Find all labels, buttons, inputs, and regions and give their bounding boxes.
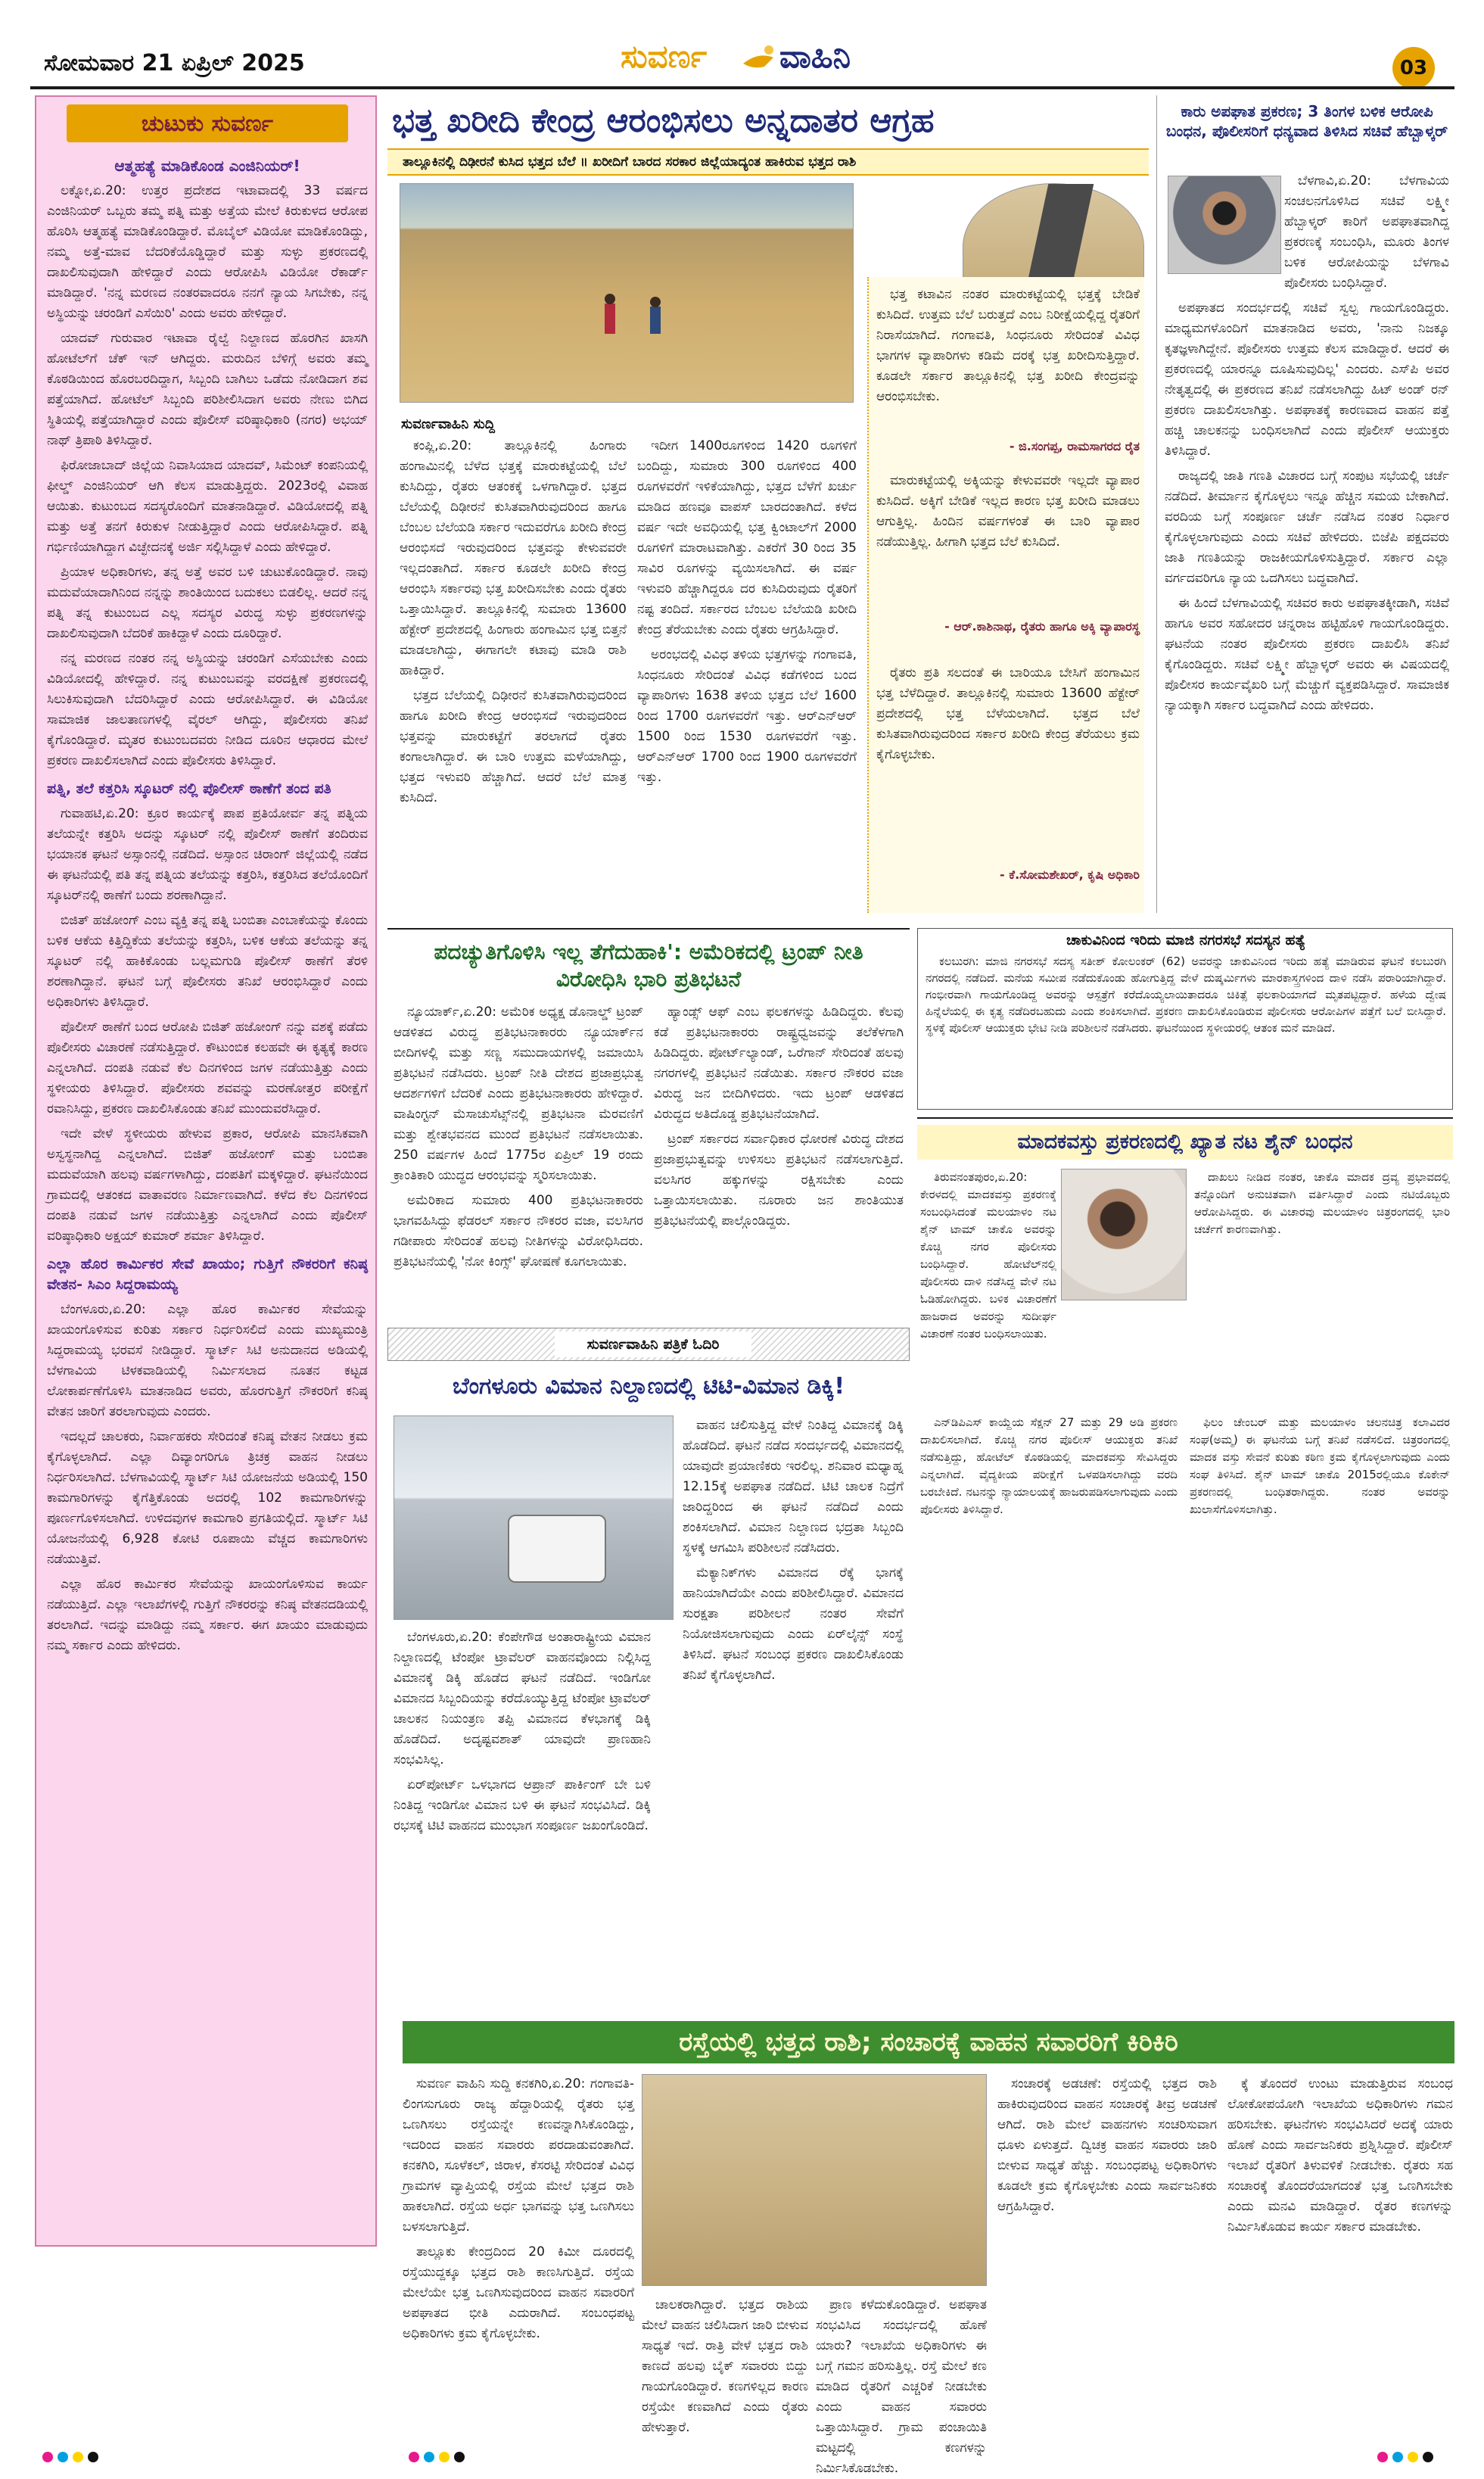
airport-para: ಮೆಕ್ಯಾನಿಕ್‌ಗಳು ವಿಮಾನದ ರೆಕ್ಕೆ ಭಾಗಕ್ಕೆ ಹಾನಿಯಾಗಿದೆಯೇ ಎಂದು ಪರಿಶೀಲಿಸಿದ್ದಾರೆ. ವಿಮಾನದ ಸುರಕ್ಷತಾ ಪರಿಶೀಲನೆ ನಂತರ ಸೇವೆಗೆ ನಿಯೋಜಿಸಲಾಗುವುದು ಎಂದು ಏರ್‌ಲೈನ್ಸ್ ಸಂಸ್ಥೆ ತಿಳಿಸಿದೆ. ಘಟನೆ ಸಂಬಂಧ ಪ್ರಕರಣ ದಾಖಲಿಸಿಕೊಂಡು ತನಿಖೆ ಕೈಗೊಳ್ಳಲಾಗಿದೆ. — [683, 1565, 904, 1683]
lead-subheadline-bar — [387, 148, 1149, 176]
page-number: 03 — [1399, 57, 1428, 79]
quote2 — [876, 471, 1140, 615]
lead-quotes — [867, 277, 1144, 913]
story2-para: ಇದೇ ವೇಳೆ ಸ್ಥಳೀಯರು ಹೇಳುವ ಪ್ರಕಾರ, ಆರೋಪಿ ಮಾನಸಿಕವಾಗಿ ಅಸ್ವಸ್ಥನಾಗಿದ್ದ ಎನ್ನಲಾಗಿದೆ. ಬಿಜಿತ್ ಹಜೋಂಗ್ ಮತ್ತು ಬಂಬಿತಾ ಮದುವೆಯಾಗಿ ಹಲವು ವರ್ಷಗಳಾಗಿದ್ದು, ದಂಪತಿಗೆ ಮಕ್ಕಳಿದ್ದಾರೆ. ಘಟನೆಯಿಂದ ಗ್ರಾಮದಲ್ಲಿ ಆತಂಕದ ವಾತಾವರಣ ನಿರ್ಮಾಣವಾಗಿದೆ. ಕಳೆದ ಕೆಲ ದಿನಗಳಿಂದ ದಂಪತಿ ನಡುವೆ ಜಗಳ ನಡೆಯುತ್ತಿತ್ತು ಎನ್ನಲಾಗಿದೆ ಎಂದು ಪೊಲೀಸ್ ವರಿಷ್ಠಾಧಿಕಾರಿ ಅಕ್ಷಯ್ ಕುಮಾರ್ ಶರ್ಮಾ ತಿಳಿಸಿದ್ದಾರೆ. — [47, 1126, 368, 1244]
story3-para: ಇದಲ್ಲದೆ ಚಾಲಕರು, ನಿರ್ವಾಹಕರು ಸೇರಿದಂತೆ ಕನಿಷ್ಠ ವೇತನ ನೀಡಲು ಕ್ರಮ ಕೈಗೊಳ್ಳಲಾಗಿದೆ. ಎಲ್ಲಾ ದಿವ್ಯಾಂಗರಿಗೂ ತ್ರಿಚಕ್ರ ವಾಹನ ನೀಡಲು ನಿರ್ಧರಿಸಲಾಗಿದೆ. ಬೆಳಗಾವಿಯಲ್ಲಿ ಸ್ಮಾರ್ಟ್ ಸಿಟಿ ಯೋಜನೆಯ ಅಡಿಯಲ್ಲಿ 150 ಕಾಮಗಾರಿಗಳನ್ನು ಕೈಗೆತ್ತಿಕೊಂಡು ಅದರಲ್ಲಿ 102 ಕಾಮಗಾರಿಗಳನ್ನು ಪೂರ್ಣಗೊಳಿಸಲಾಗಿದೆ. ಉಳಿದವುಗಳ ಕಾಮಗಾರಿ ಪ್ರಗತಿಯಲ್ಲಿದೆ. ಸ್ಮಾರ್ಟ್ ಸಿಟಿ ಯೋಜನೆಯಲ್ಲಿ 6,928 ಕೋಟಿ ರೂಪಾಯಿ ವೆಚ್ಚದ ಕಾಮಗಾರಿಗಳು ನಡೆಯುತ್ತಿವೆ. — [47, 1429, 368, 1567]
page-number-badge — [1392, 47, 1435, 89]
actor-story — [917, 1117, 1453, 1670]
tt-vehicle — [508, 1515, 606, 1583]
left-column — [35, 95, 377, 2247]
right-top-headline: ಕಾರು ಅಪಘಾತ ಪ್ರಕರಣ; 3 ತಿಂಗಳ ಬಳಿಕ ಆರೋಪಿ ಬಂಧನ, ಪೊಲೀಸರಿಗೆ ಧನ್ಯವಾದ ತಿಳಿಸಿದ ಸಚಿವೆ ಹೆಬ್ಬಾಳ್ಕರ್ — [1165, 102, 1448, 140]
quote3-author: - ಕೆ.ಸೋಮಶೇಖರ್, ಕೃಷಿ ಅಧಿಕಾರಿ — [1000, 867, 1140, 882]
protest-para: ಹ್ಯಾಂಡ್ಸ್ ಆಫ್ ಎಂಬ ಫಲಕಗಳನ್ನು ಹಿಡಿದಿದ್ದರು. ಕೆಲವು ಕಡೆ ಪ್ರತಿಭಟನಾಕಾರರು ರಾಷ್ಟ್ರಧ್ವಜವನ್ನು ತಲೆಕೆಳಗಾಗಿ ಹಿಡಿದಿದ್ದರು. ಪೋರ್ಟ್‌ಲ್ಯಾಂಡ್, ಒರೆಗಾನ್ ಸೇರಿದಂತೆ ಹಲವು ನಗರಗಳಲ್ಲಿ ಪ್ರತಿಭಟನೆ ನಡೆಯಿತು. ಸರ್ಕಾರ ನೌಕರರ ವಜಾ ವಿರುದ್ಧ ಜನ ಬೀದಿಗಿಳಿದರು. ಇದು ಟ್ರಂಪ್ ಆಡಳಿತದ ವಿರುದ್ಧದ ಅತಿದೊಡ್ಡ ಪ್ರತಿಭಟನೆಯಾಗಿದೆ. — [654, 1004, 904, 1122]
airport-photo — [394, 1415, 674, 1620]
story1-para: ಫಿರೋಜಾಬಾದ್ ಜಿಲ್ಲೆಯ ನಿವಾಸಿಯಾದ ಯಾದವ್, ಸಿಮೆಂಟ್ ಕಂಪನಿಯಲ್ಲಿ ಫೀಲ್ಡ್ ಎಂಜಿನಿಯರ್ ಆಗಿ ಕೆಲಸ ಮಾಡುತ್ತಿದ್ದರು. 2023ರಲ್ಲಿ ವಿವಾಹ ಆಯಿತು. ಕುಟುಂಬದ ಸದಸ್ಯರೊಂದಿಗೆ ಮಾತನಾಡಿದ್ದಾರೆ. ವಿಡಿಯೋದಲ್ಲಿ ಪತ್ನಿ ಮತ್ತು ಅತ್ತೆ ತನಗೆ ಕಿರುಕುಳ ನೀಡುತ್ತಿದ್ದಾರೆ ಎಂದು ಆರೋಪಿಸಿದ್ದಾರೆ. ಪತ್ನಿ ಗರ್ಭಿಣಿಯಾಗಿದ್ದಾಗ ವಿಚ್ಛೇದನಕ್ಕೆ ಅರ್ಜಿ ಸಲ್ಲಿಸಿದ್ದಾಳೆ ಎಂದು ಹೇಳಿದ್ದಾರೆ. — [47, 458, 368, 555]
bottom-para: ಕ್ಕೆ ತೊಂದರೆ ಉಂಟು ಮಾಡುತ್ತಿರುವ ಸಂಬಂಧ ಲೋಕೋಪಯೋಗಿ ಇಲಾಖೆಯ ಅಧಿಕಾರಿಗಳು ಗಮನ ಹರಿಸಬೇಕು. ಘಟನೆಗಳು ಸಂಭವಿಸಿದರೆ ಅದಕ್ಕೆ ಯಾರು ಹೊಣೆ ಎಂದು ಸಾರ್ವಜನಿಕರು ಪ್ರಶ್ನಿಸಿದ್ದಾರೆ. ಪೊಲೀಸ್ ಇಲಾಖೆ ರೈತರಿಗೆ ತಿಳುವಳಿಕೆ ನೀಡಬೇಕು. ರೈತರು ಸಹ ಸಂಚಾರಕ್ಕೆ ತೊಂದರೆಯಾಗದಂತೆ ಭತ್ತ ಒಣಗಿಸಬೇಕು ಎಂದು ಮನವಿ ಮಾಡಿದ್ದಾರೆ. ರೈತರ ಕಣಗಳನ್ನು ನಿರ್ಮಿಸಿಕೊಡುವ ಕಾರ್ಯ ಸರ್ಕಾರ ಮಾಡಬೇಕು. — [1227, 2076, 1453, 2235]
bottom-col3 — [816, 2295, 987, 2476]
bottom-col4 — [997, 2074, 1217, 2430]
quote3-text: ರೈತರು ಪ್ರತಿ ಸಲದಂತೆ ಈ ಬಾರಿಯೂ ಬೇಸಿಗೆ ಹಂಗಾಮಿನ ಭತ್ತ ಬೆಳೆದಿದ್ದಾರೆ. ತಾಲ್ಲೂಕಿನಲ್ಲಿ ಸುಮಾರು 13600 ಹೆಕ್ಟೇರ್ ಪ್ರದೇಶದಲ್ಲಿ ಭತ್ತ ಬೆಳೆಯಲಾಗಿದೆ. ಭತ್ತದ ಬೆಲೆ ಕುಸಿತವಾಗಿರುವುದರಿಂದ ಸರ್ಕಾರ ಖರೀದಿ ಕೇಂದ್ರ ತೆರೆಯಲು ಕ್ರಮ ಕೈಗೊಳ್ಳಬೇಕು. — [876, 665, 1140, 762]
lead-photo — [400, 183, 854, 403]
protest-col1 — [394, 1002, 643, 1320]
bottom-para: ಚಾಲಕರಾಗಿದ್ದಾರೆ. ಭತ್ತದ ರಾಶಿಯ ಮೇಲೆ ವಾಹನ ಚಲಿಸಿದಾಗ ಜಾರಿ ಬೀಳುವ ಸಾಧ್ಯತೆ ಇದೆ. ರಾತ್ರಿ ವೇಳೆ ಭತ್ತದ ರಾಶಿ ಕಾಣದೆ ಹಲವು ಬೈಕ್ ಸವಾರರು ಬಿದ್ದು ಗಾಯಗೊಂಡಿದ್ದಾರೆ. ಕಣಗಳಿಲ್ಲದ ಕಾರಣ ರಸ್ತೆಯೇ ಕಣವಾಗಿದೆ ಎಂದು ರೈತರು ಹೇಳುತ್ತಾರೆ. — [642, 2297, 808, 2435]
actor-photo — [1061, 1169, 1187, 1300]
right-top-para: ರಾಜ್ಯದಲ್ಲಿ ಜಾತಿ ಗಣತಿ ವಿಚಾರದ ಬಗ್ಗೆ ಸಂಪುಟ ಸಭೆಯಲ್ಲಿ ಚರ್ಚೆ ನಡೆದಿದೆ. ತೀರ್ಮಾನ ಕೈಗೊಳ್ಳಲು ಇನ್ನೂ ಹೆಚ್ಚಿನ ಸಮಯ ಬೇಕಾಗಿದೆ. ವರದಿಯ ಬಗ್ಗೆ ಸಂಪೂರ್ಣ ಚರ್ಚೆ ನಡೆಸಿದ ನಂತರ ನಿರ್ಧಾರ ಕೈಗೊಳ್ಳಲಾಗುವುದು ಎಂದು ಸಚಿವೆ ಹೇಳಿದರು. ಬಿಜೆಪಿ ಪಕ್ಷದವರು ಜಾತಿ ಗಣತಿಯನ್ನು ರಾಜಕೀಯಗೊಳಿಸುತ್ತಿದ್ದಾರೆ. ಸರ್ಕಾರ ಎಲ್ಲಾ ವರ್ಗದವರಿಗೂ ನ್ಯಾಯ ಒದಗಿಸಲು ಬದ್ಧವಾಗಿದೆ. — [1165, 469, 1449, 586]
actor-col3 — [920, 1414, 1178, 1664]
masthead-logo — [621, 38, 923, 83]
ticker-text: ಸುವರ್ಣವಾಹಿನಿ ಪತ್ರಿಕೆ ಓದಿರಿ — [586, 1336, 720, 1353]
right-top-para: ಅಪಘಾತದ ಸಂದರ್ಭದಲ್ಲಿ ಸಚಿವೆ ಸ್ವಲ್ಪ ಗಾಯಗೊಂಡಿದ್ದರು. ಮಾಧ್ಯಮಗಳೊಂದಿಗೆ ಮಾತನಾಡಿದ ಅವರು, 'ನಾನು ನಿಜಕ್ಕೂ ಕೃತಜ್ಞಳಾಗಿದ್ದೇನೆ. ಪೊಲೀಸರು ಉತ್ತಮ ಕೆಲಸ ಮಾಡಿದ್ದಾರೆ. ಆದರೆ ಈ ಪ್ರಕರಣದಲ್ಲಿ ಯಾರನ್ನೂ ದೂಷಿಸುವುದಿಲ್ಲ' ಎಂದರು. ಎಸ್‌ಪಿ ಅವರ ನೇತೃತ್ವದಲ್ಲಿ ಈ ಪ್ರಕರಣದ ತನಿಖೆ ನಡೆಸಲಾಗಿದ್ದು ಹಿಟ್ ಅಂಡ್ ರನ್ ಪ್ರಕರಣ ದಾಖಲಿಸಲಾಗಿತ್ತು. ಅಪಘಾತಕ್ಕೆ ಕಾರಣವಾದ ವಾಹನ ಪತ್ತೆ ಹಚ್ಚಿ ಚಾಲಕನನ್ನು ಬಂಧಿಸಲಾಗಿದೆ ಎಂದು ಪೊಲೀಸ್ ಆಯುಕ್ತರು ತಿಳಿಸಿದ್ದಾರೆ. — [1165, 301, 1449, 459]
lead-col1 — [400, 436, 627, 905]
lead-headline: ಭತ್ತ ಖರೀದಿ ಕೇಂದ್ರ ಆರಂಭಿಸಲು ಅನ್ನದಾತರ ಆಗ್ರಹ — [392, 101, 935, 140]
airport-story — [387, 1369, 910, 2012]
story3-para: ಎಲ್ಲಾ ಹೊರ ಕಾರ್ಮಿಕರ ಸೇವೆಯನ್ನು ಖಾಯಂಗೊಳಿಸುವ ಕಾರ್ಯ ನಡೆಯುತ್ತಿದೆ. ಎಲ್ಲಾ ಇಲಾಖೆಗಳಲ್ಲಿ ಗುತ್ತಿಗೆ ನೌಕರರನ್ನು ಕನಿಷ್ಠ ವೇತನದಡಿಯಲ್ಲಿ ತರಲಾಗಿದೆ. ಇದನ್ನು ಮಾಡಿದ್ದು ನಮ್ಮ ಸರ್ಕಾರ. ಈಗ ಖಾಯಂ ಮಾಡುವುದು ನಮ್ಮ ಸರ್ಕಾರ ಎಂದು ಹೇಳಿದರು. — [47, 1577, 368, 1653]
airport-headline: ಬೆಂಗಳೂರು ವಿಮಾನ ನಿಲ್ದಾಣದಲ್ಲಿ ಟಿಟಿ-ವಿಮಾನ ಡಿಕ್ಕಿ! — [453, 1373, 845, 1400]
lead-col2-para: ಅರಂಭದಲ್ಲಿ ವಿವಿಧ ತಳಿಯ ಭತ್ತಗಳನ್ನು ಗಂಗಾವತಿ, ಸಿಂಧನೂರು ಸೇರಿದಂತೆ ವಿವಿಧ ಕಡೆಗಳಿಂದ ಬಂದ ವ್ಯಾಪಾರಿಗಳು 1638 ತಳಿಯ ಭತ್ತದ ಬೆಲೆ 1600 ರಿಂದ 1700 ರೂಗಳವರೆಗೆ ಇತ್ತು. ಆರ್‌ಎನ್‌ಆರ್ 1500 ರಿಂದ 1530 ರೂಗಳವರೆಗೆ ಇತ್ತು. ಆರ್‌ಎನ್‌ಆರ್ 1700 ರಿಂದ 1900 ರೂಗಳವರೆಗೆ ಇತ್ತು. — [637, 647, 857, 785]
right-top-para: ಬೆಳಗಾವಿ,ಏ.20: ಬೆಳಗಾವಿಯ ಸಂಚಲನಗೊಳಿಸಿದ ಸಚಿವೆ ಲಕ್ಷ್ಮೀ ಹೆಬ್ಬಾಳ್ಕರ್ ಕಾರಿಗೆ ಅಪಘಾತವಾಗಿದ್ದ ಪ್ರಕರಣಕ್ಕೆ ಸಂಬಂಧಿಸಿ, ಮೂರು ತಿಂಗಳ ಬಳಿಕ ಆರೋಪಿಯನ್ನು ಬೆಳಗಾವಿ ಪೊಲೀಸರು ಬಂಧಿಸಿದ್ದಾರೆ. — [1284, 173, 1449, 291]
airport-para: ವಾಹನ ಚಲಿಸುತ್ತಿದ್ದ ವೇಳೆ ನಿಂತಿದ್ದ ವಿಮಾನಕ್ಕೆ ಡಿಕ್ಕಿ ಹೊಡೆದಿದೆ. ಘಟನೆ ನಡೆದ ಸಂದರ್ಭದಲ್ಲಿ ವಿಮಾನದಲ್ಲಿ ಯಾವುದೇ ಪ್ರಯಾಣಿಕರು ಇರಲಿಲ್ಲ. ಶನಿವಾರ ಮಧ್ಯಾಹ್ನ 12.15ಕ್ಕೆ ಅಪಘಾತ ನಡೆದಿದೆ. ಟಿಟಿ ಚಾಲಕ ನಿದ್ರೆಗೆ ಜಾರಿದ್ದರಿಂದ ಈ ಘಟನೆ ನಡೆದಿದೆ ಎಂದು ಶಂಕಿಸಲಾಗಿದೆ. ವಿಮಾನ ನಿಲ್ದಾಣದ ಭದ್ರತಾ ಸಿಬ್ಬಂದಿ ಸ್ಥಳಕ್ಕೆ ಆಗಮಿಸಿ ಪರಿಶೀಲನೆ ನಡೆಸಿದರು. — [683, 1418, 904, 1556]
quote1 — [876, 285, 1140, 436]
photo-float-spacer — [1165, 171, 1284, 277]
bottom-headline: ರಸ್ತೆಯಲ್ಲಿ ಭತ್ತದ ರಾಶಿ; ಸಂಚಾರಕ್ಕೆ ವಾಹನ ಸವಾರರಿಗೆ ಕಿರಿಕಿರಿ — [679, 2027, 1178, 2057]
lead-col1-para: ಕಂಪ್ಲಿ,ಏ.20: ತಾಲ್ಲೂಕಿನಲ್ಲಿ ಹಿಂಗಾರು ಹಂಗಾಮಿನಲ್ಲಿ ಬೆಳೆದ ಭತ್ತಕ್ಕೆ ಮಾರುಕಟ್ಟೆಯಲ್ಲಿ ಬೆಲೆ ಕುಸಿದಿದ್ದು, ರೈತರು ಆತಂಕಕ್ಕೆ ಒಳಗಾಗಿದ್ದಾರೆ. ಭತ್ತದ ಬೆಲೆಯಲ್ಲಿ ದಿಢೀರನೆ ಕುಸಿತವಾಗಿರುವುದರಿಂದ ಹಾಗೂ ಬೆಂಬಲ ಬೆಲೆಯಡಿ ಸರ್ಕಾರ ಇದುವರೆಗೂ ಖರೀದಿ ಕೇಂದ್ರ ಆರಂಭಿಸದೆ ಇರುವುದರಿಂದ ಭತ್ತವನ್ನು ಕೇಳುವವರೇ ಇಲ್ಲದಂತಾಗಿದೆ. ಸರ್ಕಾರ ಕೂಡಲೇ ಖರೀದಿ ಕೇಂದ್ರ ಆರಂಭಿಸಿ ಸರ್ಕಾರವು ಭತ್ತ ಖರೀದಿಸಬೇಕು ಎಂದು ರೈತರು ಒತ್ತಾಯಿಸಿದ್ದಾರೆ. ತಾಲ್ಲೂಕಿನಲ್ಲಿ ಸುಮಾರು 13600 ಹೆಕ್ಟೇರ್ ಪ್ರದೇಶದಲ್ಲಿ ಹಿಂಗಾರು ಹಂಗಾಮಿನ ಭತ್ತ ಬಿತ್ತನೆ ಮಾಡಲಾಗಿದ್ದು, ಈಗಾಗಲೇ ಕಟಾವು ಮಾಡಿ ರಾಶಿ ಹಾಕಿದ್ದಾರೆ. — [400, 438, 627, 678]
lead-col2 — [637, 436, 857, 905]
actor-para: ಫಿಲಂ ಚೇಂಬರ್ ಮತ್ತು ಮಲಯಾಳಂ ಚಲನಚಿತ್ರ ಕಲಾವಿದರ ಸಂಘ(ಅಮ್ಮ) ಈ ಘಟನೆಯ ಬಗ್ಗೆ ತನಿಖೆ ನಡೆಸಲಿದೆ. ಚಿತ್ರರಂಗದಲ್ಲಿ ಮಾದಕ ವಸ್ತು ಸೇವನೆ ಕುರಿತು ಕಠಿಣ ಕ್ರಮ ಕೈಗೊಳ್ಳಲಾಗುವುದು ಎಂದು ಸಂಘ ತಿಳಿಸಿದೆ. ಶೈನ್ ಟಾಮ್ ಚಾಕೊ 2015ರಲ್ಲಿಯೂ ಕೊಕೇನ್ ಪ್ರಕರಣದಲ್ಲಿ ಬಂಧಿತರಾಗಿದ್ದರು. ನಂತರ ಅವರನ್ನು ಖುಲಾಸೆಗೊಳಿಸಲಾಗಿತ್ತು. — [1190, 1415, 1450, 1516]
murder-para: ಕಲಬುರಗಿ: ಮಾಜಿ ನಗರಸಭೆ ಸದಸ್ಯ ಸತೀಶ್ ಕೋಲಂಕರ್ (62) ಅವರನ್ನು ಚಾಕುವಿನಿಂದ ಇರಿದು ಹತ್ಯೆ ಮಾಡಿರುವ ಘಟನೆ ಕಲಬುರಗಿ ನಗರದಲ್ಲಿ ನಡೆದಿದೆ. ಮನೆಯ ಸಮೀಪ ನಡೆದುಕೊಂಡು ಹೋಗುತ್ತಿದ್ದ ವೇಳೆ ದುಷ್ಕರ್ಮಿಗಳು ಮಾರಕಾಸ್ತ್ರಗಳಿಂದ ದಾಳಿ ನಡೆಸಿ ಪರಾರಿಯಾಗಿದ್ದಾರೆ. ಗಂಭೀರವಾಗಿ ಗಾಯಗೊಂಡಿದ್ದ ಅವರನ್ನು ಆಸ್ಪತ್ರೆಗೆ ಕರೆದೊಯ್ಯಲಾಯಿತಾದರೂ ಚಿಕಿತ್ಸೆ ಫಲಕಾರಿಯಾಗದೆ ಮೃತಪಟ್ಟಿದ್ದಾರೆ. ಹಳೆಯ ದ್ವೇಷ ಹಿನ್ನೆಲೆಯಲ್ಲಿ ಈ ಕೃತ್ಯ ನಡೆದಿರಬಹುದು ಎಂದು ಶಂಕಿಸಲಾಗಿದೆ. ಪ್ರಕರಣ ದಾಖಲಿಸಿಕೊಂಡಿರುವ ಪೊಲೀಸರು ಆರೋಪಿಗಳ ಪತ್ತೆಗೆ ಬಲೆ ಬೀಸಿದ್ದಾರೆ. ಸ್ಥಳಕ್ಕೆ ಪೊಲೀಸ್ ಆಯುಕ್ತರು ಭೇಟಿ ನೀಡಿ ಪರಿಶೀಲನೆ ನಡೆಸಿದರು. ಘಟನೆಯಿಂದ ಸ್ಥಳೀಯರಲ್ಲಿ ಆತಂಕ ಮನೆ ಮಾಡಿದೆ. — [926, 955, 1446, 1035]
photo-workers — [597, 290, 680, 343]
actor-para: ತಿರುವನಂತಪುರಂ,ಏ.20: ಕೇರಳದಲ್ಲಿ ಮಾದಕವಸ್ತು ಪ್ರಕರಣಕ್ಕೆ ಸಂಬಂಧಿಸಿದಂತೆ ಮಲಯಾಳಂ ನಟ ಶೈನ್ ಟಾಮ್ ಚಾಕೊ ಅವರನ್ನು ಕೊಚ್ಚಿ ನಗರ ಪೊಲೀಸರು ಬಂಧಿಸಿದ್ದಾರೆ. ಹೋಟೆಲ್‌ನಲ್ಲಿ ಪೊಲೀಸರು ದಾಳಿ ನಡೆಸಿದ್ದ ವೇಳೆ ನಟ ಓಡಿಹೋಗಿದ್ದರು. ಬಳಿಕ ವಿಚಾರಣೆಗೆ ಹಾಜರಾದ ಅವರನ್ನು ಸುದೀರ್ಘ ವಿಚಾರಣೆ ನಂತರ ಬಂಧಿಸಲಾಯಿತು. — [920, 1170, 1056, 1341]
bottom-headline-band — [403, 2021, 1454, 2063]
bottom-col1 — [403, 2074, 634, 2430]
bottom-para: ಸುವರ್ಣ ವಾಹಿನಿ ಸುದ್ದಿ ಕನಕಗಿರಿ,ಏ.20: ಗಂಗಾವತಿ-ಲಿಂಗಸುಗೂರು ರಾಜ್ಯ ಹೆದ್ದಾರಿಯಲ್ಲಿ ರೈತರು ಭತ್ತ ಒಣಗಿಸಲು ರಸ್ತೆಯನ್ನೇ ಕಣವನ್ನಾಗಿಸಿಕೊಂಡಿದ್ದು, ಇದರಿಂದ ವಾಹನ ಸವಾರರು ಪರದಾಡುವಂತಾಗಿದೆ. ಕನಕಗಿರಿ, ಸೂಳೆಕಲ್, ಜಿರಾಳ, ಕೆಸರಟ್ಟಿ ಸೇರಿದಂತೆ ವಿವಿಧ ಗ್ರಾಮಗಳ ವ್ಯಾಪ್ತಿಯಲ್ಲಿ ರಸ್ತೆಯ ಮೇಲೆ ಭತ್ತದ ರಾಶಿ ಹಾಕಲಾಗಿದೆ. ರಸ್ತೆಯ ಅರ್ಧ ಭಾಗವನ್ನು ಭತ್ತ ಒಣಗಿಸಲು ಬಳಸಲಾಗುತ್ತಿದೆ. — [403, 2076, 634, 2235]
murder-headline: ಚಾಕುವಿನಿಂದ ಇರಿದು ಮಾಜಿ ನಗರಸಭೆ ಸದಸ್ಯನ ಹತ್ಯೆ — [1066, 932, 1306, 948]
actor-col1 — [920, 1169, 1056, 1403]
left-column-title: ಚುಟುಕು ಸುವರ್ಣ — [141, 110, 274, 137]
bottom-para: ಸಂಚಾರಕ್ಕೆ ಅಡಚಣೆ: ರಸ್ತೆಯಲ್ಲಿ ಭತ್ತದ ರಾಶಿ ಹಾಕಿರುವುದರಿಂದ ವಾಹನ ಸಂಚಾರಕ್ಕೆ ತೀವ್ರ ಅಡಚಣೆ ಆಗಿದೆ. ರಾಶಿ ಮೇಲೆ ವಾಹನಗಳು ಸಂಚರಿಸುವಾಗ ಧೂಳು ಏಳುತ್ತದೆ. ದ್ವಿಚಕ್ರ ವಾಹನ ಸವಾರರು ಜಾರಿ ಬೀಳುವ ಸಾಧ್ಯತೆ ಹೆಚ್ಚು. ಸಂಬಂಧಪಟ್ಟ ಅಧಿಕಾರಿಗಳು ಕೂಡಲೇ ಕ್ರಮ ಕೈಗೊಳ್ಳಬೇಕು ಎಂದು ಸಾರ್ವಜನಿಕರು ಆಗ್ರಹಿಸಿದ್ದಾರೆ. — [997, 2076, 1217, 2214]
quote3 — [876, 663, 1140, 860]
story1-para: ನನ್ನ ಮರಣದ ನಂತರ ನನ್ನ ಅಸ್ಥಿಯನ್ನು ಚರಂಡಿಗೆ ಎಸೆಯಬೇಕು ಎಂದು ವಿಡಿಯೋದಲ್ಲಿ ಹೇಳಿದ್ದಾರೆ. ನನ್ನ ಕುಟುಂಬವನ್ನು ವರದಕ್ಷಿಣೆ ಪ್ರಕರಣದಲ್ಲಿ ಸಿಲುಕಿಸುವುದಾಗಿ ಬೆದರಿಸಿದ್ದಾರೆ ಎಂದು ಆರೋಪಿಸಿದ್ದಾರೆ. ಈ ವಿಡಿಯೋ ಸಾಮಾಜಿಕ ಜಾಲತಾಣಗಳಲ್ಲಿ ವೈರಲ್ ಆಗಿದ್ದು, ಪೊಲೀಸರು ತನಿಖೆ ಕೈಗೊಂಡಿದ್ದಾರೆ. ಮೃತರ ಕುಟುಂಬದವರು ನೀಡಿದ ದೂರಿನ ಆಧಾರದ ಮೇಲೆ ಪ್ರಕರಣ ದಾಖಲಿಸಲಾಗಿದೆ ಎಂದು ಪೊಲೀಸರು ತಿಳಿಸಿದ್ದಾರೆ. — [47, 651, 368, 768]
right-top-story — [1156, 95, 1453, 913]
bottom-story — [387, 2021, 1454, 2476]
left-column-body — [47, 153, 368, 2242]
right-top-para: ಈ ಹಿಂದೆ ಬೆಳಗಾವಿಯಲ್ಲಿ ಸಚಿವರ ಕಾರು ಅಪಘಾತಕ್ಕೀಡಾಗಿ, ಸಚಿವೆ ಹಾಗೂ ಅವರ ಸಹೋದರ ಚನ್ನರಾಜ ಹಟ್ಟಿಹೊಳಿ ಗಾಯಗೊಂಡಿದ್ದರು. ಘಟನೆಯ ನಂತರ ಪೊಲೀಸರು ಪ್ರಕರಣ ದಾಖಲಿಸಿ ತನಿಖೆ ಕೈಗೊಂಡಿದ್ದರು. ಸಚಿವೆ ಲಕ್ಷ್ಮೀ ಹೆಬ್ಬಾಳ್ಕರ್ ಅವರು ಈ ವಿಷಯದಲ್ಲಿ ಪೊಲೀಸರ ಕಾರ್ಯವೈಖರಿ ಬಗ್ಗೆ ಮೆಚ್ಚುಗೆ ವ್ಯಕ್ತಪಡಿಸಿದ್ದಾರೆ. ಸಾಮಾಜಿಕ ನ್ಯಾಯಕ್ಕಾಗಿ ಸರ್ಕಾರ ಬದ್ಧವಾಗಿದೆ ಎಂದು ಹೇಳಿದರು. — [1165, 596, 1449, 713]
logo-brand-left: ಸುವರ್ಣ — [621, 38, 708, 75]
bottom-photo — [642, 2074, 987, 2286]
actor-para: ದಾಖಲು ನೀಡಿದ ನಂತರ, ಚಾಕೊ ಮಾದಕ ದ್ರವ್ಯ ಪ್ರಭಾವದಲ್ಲಿ ತನ್ನೊಂದಿಗೆ ಅನುಚಿತವಾಗಿ ವರ್ತಿಸಿದ್ದಾರೆ ಎಂದು ನಟಿಯೊಬ್ಬರು ಆರೋಪಿಸಿದ್ದರು. ಈ ವಿಚಾರವು ಮಲಯಾಳಂ ಚಿತ್ರರಂಗದಲ್ಲಿ ಭಾರಿ ಚರ್ಚೆಗೆ ಕಾರಣವಾಗಿತ್ತು. — [1194, 1170, 1450, 1236]
quote1-author: - ಜಿ.ಸಂಗಪ್ಪ, ರಾಮಸಾಗರದ ರೈತ — [1009, 439, 1140, 453]
lead-byline: ಸುವರ್ಣವಾಹಿನಿ ಸುದ್ದಿ — [401, 416, 496, 432]
story1-para: ಲಕ್ನೋ,ಏ.20: ಉತ್ತರ ಪ್ರದೇಶದ ಇಟಾವಾದಲ್ಲಿ 33 ವರ್ಷದ ಎಂಜಿನಿಯರ್ ಒಬ್ಬರು ತಮ್ಮ ಪತ್ನಿ ಮತ್ತು ಅತ್ತೆಯ ಮೇಲೆ ಕಿರುಕುಳದ ಆರೋಪ ಹೊರಿಸಿ ಆತ್ಮಹತ್ಯೆ ಮಾಡಿಕೊಂಡಿದ್ದಾರೆ. ಮೊಬೈಲ್ ವಿಡಿಯೋ ಮಾಡಿಕೊಂಡಿದ್ದು, ನಮ್ಮ ಅತ್ತೆ-ಮಾವ ಬೆದರಿಕೆಯೊಡ್ಡಿದ್ದಾರೆ ಮತ್ತು ಸುಳ್ಳು ಪ್ರಕರಣದಲ್ಲಿ ದಾಖಲಿಸುವುದಾಗಿ ಹೇಳಿದ್ದಾರೆ ಎಂದು ಆರೋಪಿಸಿ ವಿಡಿಯೋ ರೆಕಾರ್ಡ್ ಮಾಡಿದ್ದಾರೆ. 'ನನ್ನ ಮರಣದ ನಂತರವಾದರೂ ನನಗೆ ನ್ಯಾಯ ಸಿಗಬೇಕು, ನನ್ನ ಅಸ್ಥಿಯನ್ನು ಚರಂಡಿಗೆ ಎಸೆಯಿರಿ' ಎಂದು ಅವರು ಹೇಳಿದ್ದಾರೆ. — [47, 183, 368, 321]
story3-title: ಎಲ್ಲಾ ಹೊರ ಕಾರ್ಮಿಕರ ಸೇವೆ ಖಾಯಂ; ಗುತ್ತಿಗೆ ನೌಕರರಿಗೆ ಕನಿಷ್ಠ ವೇತನ- ಸಿಎಂ ಸಿದ್ದರಾಮಯ್ಯ — [47, 1256, 368, 1293]
bottom-para: ತಾಲ್ಲೂಕು ಕೇಂದ್ರದಿಂದ 20 ಕಿಮೀ ದೂರದಲ್ಲಿ ರಸ್ತೆಯುದ್ದಕ್ಕೂ ಭತ್ತದ ರಾಶಿ ಕಾಣಸಿಗುತ್ತಿದೆ. ರಸ್ತೆಯ ಮೇಲೆಯೇ ಭತ್ತ ಒಣಗಿಸುವುದರಿಂದ ವಾಹನ ಸವಾರರಿಗೆ ಅಪಘಾತದ ಭೀತಿ ಎದುರಾಗಿದೆ. ಸಂಬಂಧಪಟ್ಟ ಅಧಿಕಾರಿಗಳು ಕ್ರಮ ಕೈಗೊಳ್ಳಬೇಕು. — [403, 2244, 634, 2341]
footer-color-dots-right — [1377, 2451, 1438, 2465]
story3-para: ಬೆಂಗಳೂರು,ಏ.20: ಎಲ್ಲಾ ಹೊರ ಕಾರ್ಮಿಕರ ಸೇವೆಯನ್ನು ಖಾಯಂಗೊಳಿಸುವ ಕುರಿತು ಸರ್ಕಾರ ನಿರ್ಧರಿಸಲಿದೆ ಎಂದು ಮುಖ್ಯಮಂತ್ರಿ ಸಿದ್ದರಾಮಯ್ಯ ಭರವಸೆ ನೀಡಿದ್ದಾರೆ. ಸ್ಮಾರ್ಟ್ ಸಿಟಿ ಅನುದಾನದ ಅಡಿಯಲ್ಲಿ ಬೆಳಗಾವಿಯ ಟಿಳಕವಾಡಿಯಲ್ಲಿ ನಿರ್ಮಿಸಲಾದ ನೂತನ ಕಟ್ಟಡ ಲೋಕಾರ್ಪಣೆಗೊಳಿಸಿ ಮಾತನಾಡಿದ ಅವರು, ಹೊರಗುತ್ತಿಗೆ ನೌಕರರಿಗೆ ಕನಿಷ್ಠ ವೇತನ ಜಾರಿಗೆ ತರಲಾಗುವುದು ಎಂದರು. — [47, 1302, 368, 1419]
protest-para: ಅಮೆರಿಕಾದ ಸುಮಾರು 400 ಪ್ರತಿಭಟನಾಕಾರರು ಭಾಗವಹಿಸಿದ್ದು ಫೆಡರಲ್ ಸರ್ಕಾರ ನೌಕರರ ವಜಾ, ವಲಸಿಗರ ಗಡೀಪಾರು ಸೇರಿದಂತೆ ಹಲವು ನೀತಿಗಳನ್ನು ವಿರೋಧಿಸಿದರು. ಪ್ರತಿಭಟನೆಯಲ್ಲಿ 'ನೋ ಕಿಂಗ್ಸ್' ಘೋಷಣೆ ಕೂಗಲಾಯಿತು. — [394, 1193, 643, 1269]
masthead — [0, 0, 1484, 89]
masthead-date: ಸೋಮವಾರ 21 ಏಪ್ರಿಲ್ 2025 — [44, 50, 305, 76]
murder-body — [926, 953, 1446, 1104]
story2-title: ಪತ್ನಿ, ತಲೆ ಕತ್ತರಿಸಿ ಸ್ಕೂಟರ್ ನಲ್ಲಿ ಪೊಲೀಸ್ ಠಾಣೆಗೆ ತಂದ ಪತಿ — [47, 780, 331, 797]
ticker-label-box — [555, 1331, 751, 1357]
actor-col2 — [1194, 1169, 1450, 1403]
actor-col4 — [1190, 1414, 1450, 1664]
story2-para: ಬಿಜಿತ್ ಹಜೋಂಗ್ ಎಂಬ ವ್ಯಕ್ತಿ ತನ್ನ ಪತ್ನಿ ಬಂಬಿತಾ ಎಂಬಾಕೆಯನ್ನು ಕೊಂದು ಬಳಿಕ ಆಕೆಯ ಕಿತ್ತಿದ್ದಿಕೆಯ ತಲೆಯನ್ನು ಕತ್ತರಿಸಿ, ಬಳಿಕ ಆಕೆಯ ತಲೆಯನ್ನು ತನ್ನ ಸ್ಕೂಟರ್ ನಲ್ಲಿ ಹಾಕಿಕೊಂಡು ಬಲ್ಲಮಗುಡಿ ಪೊಲೀಸ್ ಠಾಣೆಗೆ ತೆರಳಿ ಶರಣಾಗಿದ್ದಾನೆ. ಘಟನೆ ಬಗ್ಗೆ ಪೊಲೀಸರು ತನಿಖೆ ಆರಂಭಿಸಿದ್ದಾರೆ ಎಂದು ಅಧಿಕಾರಿಗಳು ತಿಳಿಸಿದ್ದಾರೆ. — [47, 913, 368, 1010]
airport-para: ಏರ್‌ಪೋರ್ಟ್ ಒಳಭಾಗದ ಆಪ್ರಾನ್ ಪಾರ್ಕಿಂಗ್ ಬೇ ಬಳಿ ನಿಂತಿದ್ದ ಇಂಡಿಗೋ ವಿಮಾನ ಬಳಿ ಈ ಘಟನೆ ಸಂಭವಿಸಿದೆ. ಡಿಕ್ಕಿ ರಭಸಕ್ಕೆ ಟಿಟಿ ವಾಹನದ ಮುಂಭಾಗ ಸಂಪೂರ್ಣ ಜಖಂಗೊಂಡಿದೆ. — [394, 1777, 651, 1833]
story2-para: ಪೊಲೀಸ್ ಠಾಣೆಗೆ ಬಂದ ಆರೋಪಿ ಬಿಜಿತ್ ಹಜೋಂಗ್ ನನ್ನು ವಶಕ್ಕೆ ಪಡೆದು ಪೊಲೀಸರು ವಿಚಾರಣೆ ನಡೆಸುತ್ತಿದ್ದಾರೆ. ಕೌಟುಂಬಿಕ ಕಲಹವೇ ಈ ಕೃತ್ಯಕ್ಕೆ ಕಾರಣ ಎನ್ನಲಾಗಿದೆ. ದಂಪತಿ ನಡುವೆ ಕೆಲ ದಿನಗಳಿಂದ ಜಗಳ ನಡೆಯುತ್ತಿತ್ತು ಎಂದು ಸ್ಥಳೀಯರು ತಿಳಿಸಿದ್ದಾರೆ. ಪೊಲೀಸರು ಶವವನ್ನು ಮರಣೋತ್ತರ ಪರೀಕ್ಷೆಗೆ ರವಾನಿಸಿದ್ದು, ಪ್ರಕರಣ ದಾಖಲಿಸಿಕೊಂಡು ತನಿಖೆ ಮುಂದುವರೆಸಿದ್ದಾರೆ. — [47, 1020, 368, 1116]
lead-col2-para: ಇದೀಗ 1400ರೂಗಳಿಂದ 1420 ರೂಗಳಿಗೆ ಬಂದಿದ್ದು, ಸುಮಾರು 300 ರೂಗಳಿಂದ 400 ರೂಗಳವರೆಗೆ ಇಳಿಕೆಯಾಗಿದ್ದು, ಭತ್ತದ ಬೆಳೆಗೆ ಖರ್ಚು ಮಾಡಿದ ಹಣವೂ ವಾಪಸ್ ಬಾರದಂತಾಗಿದೆ. ಕಳೆದ ವರ್ಷ ಇದೇ ಅವಧಿಯಲ್ಲಿ ಭತ್ತ ಕ್ವಿಂಟಾಲ್‌ಗೆ 2000 ರೂಗಳಿಗೆ ಮಾರಾಟವಾಗಿತ್ತು. ಎಕರೆಗೆ 30 ರಿಂದ 35 ಸಾವಿರ ರೂಗಳನ್ನು ವ್ಯಯಿಸಲಾಗಿದೆ. ಈ ವರ್ಷ ಇಳುವರಿ ಹೆಚ್ಚಾಗಿದ್ದರೂ ದರ ಕುಸಿದಿರುವುದು ರೈತರಿಗೆ ನಷ್ಟ ತಂದಿದೆ. ಸರ್ಕಾರದ ಬೆಂಬಲ ಬೆಲೆಯಡಿ ಖರೀದಿ ಕೇಂದ್ರ ತೆರೆಯಬೇಕು ಎಂದು ರೈತರು ಆಗ್ರಹಿಸಿದ್ದಾರೆ. — [637, 438, 857, 637]
masthead-rule — [30, 86, 1454, 89]
story1-para: ಪ್ರಿಯಾಳ ಅಧಿಕಾರಿಗಳು, ತನ್ನ ಅತ್ತೆ ಅವರ ಬಳಿ ಚುಟುಕೊಂಡಿದ್ದಾರೆ. ನಾವು ಮದುವೆಯಾದಾಗಿನಿಂದ ನನ್ನನ್ನು ಶಾಂತಿಯಿಂದ ಬದುಕಲು ಬಿಡಲಿಲ್ಲ. ಆದರೆ ನನ್ನ ಪತ್ನಿ ತನ್ನ ಕುಟುಂಬದ ಎಲ್ಲ ಸದಸ್ಯರ ವಿರುದ್ಧ ಸುಳ್ಳು ಪ್ರಕರಣಗಳನ್ನು ದಾಖಲಿಸುವುದಾಗಿ ಬೆದರಿಕೆ ಹಾಕಿದ್ದಾಳೆ ಎಂದು ದೂರಿದ್ದಾರೆ. — [47, 565, 368, 641]
bottom-col5 — [1227, 2074, 1453, 2430]
quote1-text: ಭತ್ತ ಕಟಾವಿನ ನಂತರ ಮಾರುಕಟ್ಟೆಯಲ್ಲಿ ಭತ್ತಕ್ಕೆ ಬೇಡಿಕೆ ಕುಸಿದಿದೆ. ಉತ್ತಮ ಬೆಲೆ ಬರುತ್ತದೆ ಎಂಬ ನಿರೀಕ್ಷೆಯಲ್ಲಿದ್ದ ರೈತರಿಗೆ ನಿರಾಸೆಯಾಗಿದೆ. ಗಂಗಾವತಿ, ಸಿಂಧನೂರು ಸೇರಿದಂತೆ ವಿವಿಧ ಭಾಗಗಳ ವ್ಯಾಪಾರಿಗಳು ಕಡಿಮೆ ದರಕ್ಕೆ ಭತ್ತ ಖರೀದಿಸುತ್ತಿದ್ದಾರೆ. ಕೂಡಲೇ ಸರ್ಕಾರ ತಾಲ್ಲೂಕಿನಲ್ಲಿ ಭತ್ತ ಖರೀದಿ ಕೇಂದ್ರವನ್ನು ಆರಂಭಿಸಬೇಕು. — [876, 287, 1140, 404]
protest-para: ಟ್ರಂಪ್ ಸರ್ಕಾರದ ಸರ್ವಾಧಿಕಾರ ಧೋರಣೆ ವಿರುದ್ಧ ದೇಶದ ಪ್ರಜಾಪ್ರಭುತ್ವವನ್ನು ಉಳಿಸಲು ಪ್ರತಿಭಟನೆ ನಡೆಸಲಾಗುತ್ತಿದೆ. ವಲಸಿಗರ ಹಕ್ಕುಗಳನ್ನು ರಕ್ಷಿಸಬೇಕು ಎಂದು ಒತ್ತಾಯಿಸಲಾಯಿತು. ನೂರಾರು ಜನ ಶಾಂತಿಯುತ ಪ್ರತಿಭಟನೆಯಲ್ಲಿ ಪಾಲ್ಗೊಂಡಿದ್ದರು. — [654, 1132, 904, 1229]
story1-para: ಯಾದವ್ ಗುರುವಾರ ಇಟಾವಾ ರೈಲ್ವೆ ನಿಲ್ದಾಣದ ಹೊರಗಿನ ಖಾಸಗಿ ಹೋಟೆಲ್‌ಗೆ ಚೆಕ್ ಇನ್ ಆಗಿದ್ದರು. ಮರುದಿನ ಬೆಳಿಗ್ಗೆ ಅವರು ತಮ್ಮ ಕೊಠಡಿಯಿಂದ ಹೊರಬರದಿದ್ದಾಗ, ಸಿಬ್ಬಂದಿ ಬಾಗಿಲು ಒಡೆದು ನೋಡಿದಾಗ ಶವ ಪತ್ತೆಯಾಗಿದೆ. ಹೋಟೆಲ್ ಸಿಬ್ಬಂದಿ ಪರಿಶೀಲಿಸಿದಾಗ ಅವರು ನೇಣು ಬಿಗಿದ ಸ್ಥಿತಿಯಲ್ಲಿ ಪತ್ತೆಯಾಗಿದ್ದಾರೆ ಎಂದು ಪೊಲೀಸ್ ವರಿಷ್ಠಾಧಿಕಾರಿ (ನಗರ) ಅಭಯ್ ನಾಥ್ ತ್ರಿಪಾಠಿ ತಿಳಿಸಿದ್ದಾರೆ. — [47, 331, 368, 448]
actor-headline: ಮಾದಕವಸ್ತು ಪ್ರಕರಣದಲ್ಲಿ ಖ್ಯಾತ ನಟ ಶೈನ್ ಬಂಧನ — [1017, 1130, 1353, 1154]
protest-story — [387, 928, 910, 1322]
actor-headline-bar — [917, 1125, 1453, 1160]
airport-col1 — [394, 1627, 651, 2006]
protest-col2 — [654, 1002, 904, 1320]
bottom-col2 — [642, 2295, 808, 2435]
right-top-body — [1165, 171, 1449, 905]
footer-color-dots-center — [409, 2451, 469, 2465]
lamp-icon — [742, 41, 775, 71]
quote2-text: ಮಾರುಕಟ್ಟೆಯಲ್ಲಿ ಅಕ್ಕಿಯನ್ನು ಕೇಳುವವರೇ ಇಲ್ಲದೇ ವ್ಯಾಪಾರ ಕುಸಿದಿದೆ. ಅಕ್ಕಿಗೆ ಬೇಡಿಕೆ ಇಲ್ಲದ ಕಾರಣ ಭತ್ತ ಖರೀದಿ ಮಾಡಲು ಆಗುತ್ತಿಲ್ಲ. ಹಿಂದಿನ ವರ್ಷಗಳಂತೆ ಈ ಬಾರಿ ವ್ಯಾಪಾರ ನಡೆಯುತ್ತಿಲ್ಲ. ಹೀಗಾಗಿ ಭತ್ತದ ಬೆಲೆ ಕುಸಿದಿದೆ. — [876, 473, 1140, 550]
logo-brand-right: ವಾಹಿನಿ — [779, 38, 851, 75]
footer-color-dots-left — [42, 2451, 103, 2465]
story1-title: ಆತ್ಮಹತ್ಯೆ ಮಾಡಿಕೊಂಡ ಎಂಜಿನಿಯರ್! — [114, 157, 300, 175]
protest-headline: ಪದಚ್ಯುತಿಗೊಳಿಸಿ ಇಲ್ಲ ತೆಗೆದುಹಾಕಿ': ಅಮೆರಿಕದಲ್ಲಿ ಟ್ರಂಪ್ ನೀತಿ ವಿರೋಧಿಸಿ ಭಾರಿ ಪ್ರತಿಭಟನೆ — [434, 939, 863, 992]
bottom-para: ಪ್ರಾಣ ಕಳೆದುಕೊಂಡಿದ್ದಾರೆ. ಅಪಘಾತ ಸಂಭವಿಸಿದ ಸಂದರ್ಭದಲ್ಲಿ ಹೊಣೆ ಯಾರು? ಇಲಾಖೆಯ ಅಧಿಕಾರಿಗಳು ಈ ಬಗ್ಗೆ ಗಮನ ಹರಿಸುತ್ತಿಲ್ಲ. ರಸ್ತೆ ಮೇಲೆ ಕಣ ಮಾಡಿದ ರೈತರಿಗೆ ಎಚ್ಚರಿಕೆ ನೀಡಬೇಕು ಎಂದು ವಾಹನ ಸವಾರರು ಒತ್ತಾಯಿಸಿದ್ದಾರೆ. ಗ್ರಾಮ ಪಂಚಾಯಿತಿ ಮಟ್ಟದಲ್ಲಿ ಕಣಗಳನ್ನು ನಿರ್ಮಿಸಿಕೊಡಬೇಕು. — [816, 2297, 987, 2476]
actor-para: ಎನ್‌ಡಿಪಿಎಸ್ ಕಾಯ್ದೆಯ ಸೆಕ್ಷನ್ 27 ಮತ್ತು 29 ಅಡಿ ಪ್ರಕರಣ ದಾಖಲಿಸಲಾಗಿದೆ. ಕೊಚ್ಚಿ ನಗರ ಪೊಲೀಸ್ ಆಯುಕ್ತರು ತನಿಖೆ ನಡೆಸುತ್ತಿದ್ದು, ಹೋಟೆಲ್ ಕೊಠಡಿಯಲ್ಲಿ ಮಾದಕವಸ್ತು ಸೇವಿಸಿದ್ದರು ಎನ್ನಲಾಗಿದೆ. ವೈದ್ಯಕೀಯ ಪರೀಕ್ಷೆಗೆ ಒಳಪಡಿಸಲಾಗಿದ್ದು ವರದಿ ಬರಬೇಕಿದೆ. ನಟನನ್ನು ನ್ಯಾಯಾಲಯಕ್ಕೆ ಹಾಜರುಪಡಿಸಲಾಗುವುದು ಎಂದು ಪೊಲೀಸರು ತಿಳಿಸಿದ್ದಾರೆ. — [920, 1415, 1178, 1516]
quote2-author: - ಆರ್.ಕಾಶಿನಾಥ, ರೈತರು ಹಾಗೂ ಅಕ್ಕಿ ವ್ಯಾಪಾರಸ್ಥ — [944, 619, 1140, 634]
story2-para: ಗುವಾಹಟಿ,ಏ.20: ಕ್ರೂರ ಕಾರ್ಯಕ್ಕೆ ಪಾಪ ಪ್ರತಿಯೋರ್ವ ತನ್ನ ಪತ್ನಿಯ ತಲೆಯನ್ನೇ ಕತ್ತರಿಸಿ ಅದನ್ನು ಸ್ಕೂಟರ್ ನಲ್ಲಿ ಪೊಲೀಸ್ ಠಾಣೆಗೆ ತಂದಿರುವ ಭಯಾನಕ ಘಟನೆ ಅಸ್ಸಾಂನಲ್ಲಿ ನಡೆದಿದೆ. ಅಸ್ಸಾಂನ ಚಿರಾಂಗ್ ಜಿಲ್ಲೆಯಲ್ಲಿ ನಡೆದ ಈ ಘಟನೆಯಲ್ಲಿ ಪತಿ ತನ್ನ ಪತ್ನಿಯ ತಲೆಯನ್ನು ಕತ್ತರಿಸಿ, ಕತ್ತರಿಸಿದ ತಲೆಯೊಂದಿಗೆ ಸ್ಕೂಟರ್‌ನಲ್ಲಿ ಠಾಣೆಗೆ ಬಂದು ಶರಣಾಗಿದ್ದಾನೆ. — [47, 806, 368, 903]
airport-para: ಬೆಂಗಳೂರು,ಏ.20: ಕೆಂಪೇಗೌಡ ಅಂತಾರಾಷ್ಟ್ರೀಯ ವಿಮಾನ ನಿಲ್ದಾಣದಲ್ಲಿ ಟೆಂಪೋ ಟ್ರಾವೆಲರ್‌ ವಾಹನವೊಂದು ನಿಲ್ಲಿಸಿದ್ದ ವಿಮಾನಕ್ಕೆ ಡಿಕ್ಕಿ ಹೊಡೆದ ಘಟನೆ ನಡೆದಿದೆ. ಇಂಡಿಗೋ ವಿಮಾನದ ಸಿಬ್ಬಂದಿಯನ್ನು ಕರೆದೊಯ್ಯುತ್ತಿದ್ದ ಟೆಂಪೋ ಟ್ರಾವೆಲರ್ ಚಾಲಕನ ನಿಯಂತ್ರಣ ತಪ್ಪಿ ವಿಮಾನದ ಕೆಳಭಾಗಕ್ಕೆ ಡಿಕ್ಕಿ ಹೊಡೆದಿದೆ. ಅದೃಷ್ಟವಶಾತ್ ಯಾವುದೇ ಪ್ರಾಣಹಾನಿ ಸಂಭವಿಸಿಲ್ಲ. — [394, 1630, 651, 1767]
ticker-bar — [387, 1328, 910, 1361]
airport-col2 — [683, 1415, 904, 2006]
protest-para: ನ್ಯೂಯಾರ್ಕ್,ಏ.20: ಅಮೆರಿಕ ಅಧ್ಯಕ್ಷ ಡೊನಾಲ್ಡ್ ಟ್ರಂಪ್ ಆಡಳಿತದ ವಿರುದ್ಧ ಪ್ರತಿಭಟನಾಕಾರರು ನ್ಯೂಯಾರ್ಕ್‌ನ ಬೀದಿಗಳಲ್ಲಿ ಮತ್ತು ಸಣ್ಣ ಸಮುದಾಯಗಳಲ್ಲಿ ಜಮಾಯಿಸಿ ಪ್ರತಿಭಟನೆ ನಡೆಸಿದರು. ಟ್ರಂಪ್ ನೀತಿ ದೇಶದ ಪ್ರಜಾಪ್ರಭುತ್ವ ಆದರ್ಶಗಳಿಗೆ ಬೆದರಿಕೆ ಎಂದು ಪ್ರತಿಭಟನಾಕಾರರು ಹೇಳಿದ್ದಾರೆ. ವಾಷಿಂಗ್ಟನ್ ಮೆಸಾಚುಸೆಟ್ಸ್‌ನಲ್ಲಿ ಪ್ರತಿಭಟನಾ ಮೆರವಣಿಗೆ ಮತ್ತು ಶ್ವೇತಭವನದ ಮುಂದೆ ಪ್ರತಿಭಟನೆ ನಡೆಸಲಾಯಿತು. 250 ವರ್ಷಗಳ ಹಿಂದೆ 1775ರ ಏಪ್ರಿಲ್ 19 ರಂದು ಕ್ರಾಂತಿಕಾರಿ ಯುದ್ಧದ ಆರಂಭವನ್ನು ಸ್ಮರಿಸಲಾಯಿತು. — [394, 1004, 643, 1183]
lead-subheadline: ತಾಲ್ಲೂಕಿನಲ್ಲಿ ದಿಢೀರನೆ ಕುಸಿದ ಭತ್ತದ ಬೆಲೆ ॥ ಖರೀದಿಗೆ ಬಾರದ ಸರಕಾರ ಜಿಲ್ಲೆಯಾದ್ಯಂತ ಹಾಕಿರುವ ಭತ್ತದ ರಾಶಿ — [403, 154, 857, 170]
lead-story — [387, 95, 1149, 917]
murder-story — [917, 928, 1453, 1110]
left-column-title-box — [67, 104, 348, 142]
lead-col1-para: ಭತ್ತದ ಬೆಲೆಯಲ್ಲಿ ದಿಢೀರನೆ ಕುಸಿತವಾಗಿರುವುದರಿಂದ ಹಾಗೂ ಖರೀದಿ ಕೇಂದ್ರ ಆರಂಭಿಸದೆ ಇರುವುದರಿಂದ ಭತ್ತವನ್ನು ಮಾರುಕಟ್ಟೆಗೆ ತರಲಾಗದೆ ರೈತರು ಕಂಗಾಲಾಗಿದ್ದಾರೆ. ಈ ಬಾರಿ ಉತ್ತಮ ಮಳೆಯಾಗಿದ್ದು, ಭತ್ತದ ಇಳುವರಿ ಹೆಚ್ಚಾಗಿದೆ. ಆದರೆ ಬೆಲೆ ಮಾತ್ರ ಕುಸಿದಿದೆ. — [400, 688, 627, 805]
